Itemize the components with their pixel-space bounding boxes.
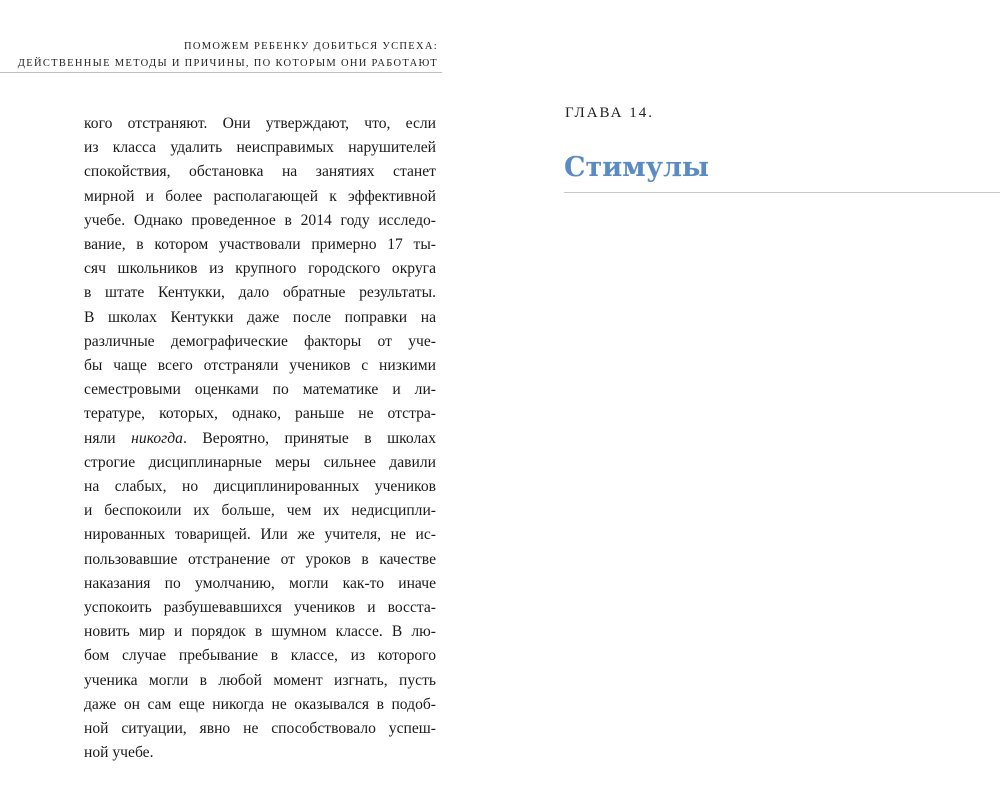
running-head-line-2: ДЕЙСТВЕННЫЕ МЕТОДЫ И ПРИЧИНЫ, ПО КОТОРЫМ ОНИ РАБОТАЮТ <box>17 58 438 69</box>
body-line: в штате Кентукки, дало обратные результаты. <box>84 284 436 302</box>
body-line: и беспокоили их больше, чем их недисципли- <box>84 502 436 520</box>
body-line: нированных товарищей. Или же учителя, не ис- <box>84 526 436 544</box>
body-line: успокоить разбушевавшихся учеников и восста- <box>84 599 436 617</box>
running-head <box>18 38 438 72</box>
running-head-rule <box>0 72 442 73</box>
body-text <box>84 112 436 765</box>
body-text-segment: няли <box>84 429 132 447</box>
body-line: из класса удалить неисправимых нарушителей <box>84 139 436 157</box>
body-line: мирной и более располагающей к эффективной <box>84 187 436 205</box>
body-line: даже он сам еще никогда не оказывался в подоб- <box>84 695 436 713</box>
body-line: различные демографические факторы от уче- <box>84 332 436 350</box>
body-line: вание, в котором участвовали примерно 17 ты- <box>84 236 436 254</box>
right-page <box>500 0 1000 800</box>
body-line: сяч школьников из крупного городского округа <box>84 260 436 278</box>
body-line: кого отстраняют. Они утверждают, что, если <box>84 115 436 132</box>
body-line: новить мир и порядок в шумном классе. В лю- <box>84 623 436 641</box>
body-line-with-italic <box>84 427 436 451</box>
body-line: бом случае пребывание в классе, из которого <box>84 647 436 665</box>
body-line: спокойствия, обстановка на занятиях станет <box>84 163 436 181</box>
body-text-segment: . Вероятно, принятые в школах <box>182 429 436 447</box>
body-line: тературе, которых, однако, раньше не отстра- <box>84 405 436 423</box>
chapter-title-rule <box>564 192 1000 193</box>
chapter-label: ГЛАВА 14. <box>565 105 654 121</box>
body-line: учебе. Однако проведенное в 2014 году исследо- <box>84 211 436 229</box>
body-line: строгие дисциплинарные меры сильнее давили <box>84 453 436 471</box>
body-line: пользовавшие отстранение от уроков в качестве <box>84 550 436 568</box>
chapter-title: Стимулы <box>564 152 710 183</box>
body-line: наказания по умолчанию, могли как-то иначе <box>84 574 436 592</box>
body-line: бы чаще всего отстраняли учеников с низкими <box>84 357 436 375</box>
running-head-line-1: ПОМОЖЕМ РЕБЕНКУ ДОБИТЬСЯ УСПЕХА: <box>183 41 438 52</box>
body-line: В школах Кентукки даже после поправки на <box>84 308 436 326</box>
body-line-last: ной учебе. <box>84 744 154 762</box>
body-line: ной ситуации, явно не способствовало успеш- <box>84 720 436 738</box>
italic-word: никогда <box>131 429 183 447</box>
body-line: семестровыми оценками по математике и ли- <box>84 381 436 399</box>
body-line: на слабых, но дисциплинированных учеников <box>84 478 436 496</box>
body-line: ученика могли в любой момент изгнать, пусть <box>84 671 436 689</box>
